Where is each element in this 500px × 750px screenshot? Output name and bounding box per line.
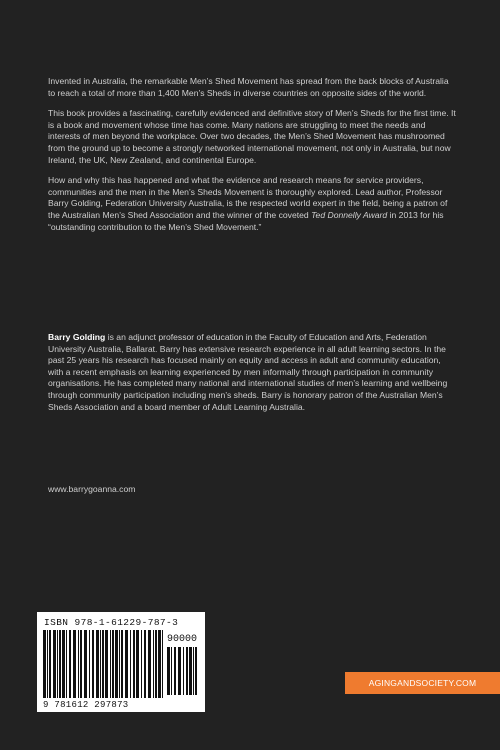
barcode-bar (112, 630, 114, 698)
barcode-bar (171, 647, 172, 695)
barcode-bar (96, 630, 99, 698)
barcode-bar (193, 647, 194, 695)
isbn-barcode (37, 612, 205, 712)
barcode-bar (115, 630, 118, 698)
award-name: Ted Donnelly Award (311, 209, 388, 220)
barcode-bar (195, 647, 197, 695)
blurb-p3-end: in 2013 for his “outstanding contribution to the Men’s Shed Movement.” (48, 209, 444, 232)
author-bio-text: is an adjunct professor of education in the Faculty of Education and Arts, Federation University Australia, Ballarat. Barry has extensive research experience in all adult learning sectors. In the past 25 years his research has focused mainly on equity and access in adult and community education, with a recent emphasis on learning experienced by men informally through participation in community organisations. He has completed many national and international studies of men’s learning and wellbeing through community participation including men’s sheds. Barry is honorary patron of the Australian Men’s Sheds Association and a board member of Adult Learning Australia. (48, 332, 448, 412)
barcode-bar (80, 630, 82, 698)
barcode-bar (155, 630, 157, 698)
barcode-bar (89, 630, 90, 698)
barcode-bar (189, 647, 192, 695)
barcode-bar (69, 630, 71, 698)
barcode-bar (162, 630, 163, 698)
author-website[interactable]: www.barrygoanna.com (48, 484, 136, 494)
barcode-bar (133, 630, 135, 698)
author-bio (48, 332, 458, 424)
barcode-bar (59, 630, 61, 698)
barcode-bar (153, 630, 154, 698)
barcode-bar (47, 630, 48, 698)
barcode-bar (102, 630, 104, 698)
barcode-bar (73, 630, 76, 698)
barcode-bar (49, 630, 51, 698)
barcode-bar (130, 630, 131, 698)
barcode-bar (110, 630, 111, 698)
price-code: 90000 (167, 634, 198, 645)
isbn-number: ISBN 978-1-61229-787-3 (44, 617, 179, 628)
blurb-paragraph-2: This book provides a fascinating, carefully evidenced and definitive story of Men’s Sheds for the first time. It is a book and movement whose time has come. Many nations are struggling to meet the needs and interests of men beyond the workplace. Over two decades, the Men’s Shed Movement has mushroomed from the ground up to become a strongly networked international movement, not only in Australia, but now Ireland, the UK, New Zealand, and continental Europe. (48, 108, 456, 165)
book-blurb (48, 76, 458, 242)
barcode-bar (167, 647, 170, 695)
price-barcode-bars (167, 647, 199, 697)
barcode-bar (178, 647, 181, 695)
barcode-bar (121, 630, 123, 698)
blurb-p3-text: How and why this has happened and what the evidence and research means for service providers, communities and the men in the Men’s Sheds Movement is thoroughly explored. Lead author, Professor Barry Golding, Federation University Australia, is the respected world expert in the field, being a patron of the Australian Men’s Shed Association and the winner of the coveted (48, 175, 448, 220)
barcode-bar (62, 630, 65, 698)
barcode-bar (136, 630, 139, 698)
barcode-bars (43, 630, 165, 700)
barcode-bar (78, 630, 79, 698)
barcode-bar (92, 630, 94, 698)
barcode-bar (84, 630, 87, 698)
barcode-bar (105, 630, 108, 698)
barcode-bar (43, 630, 46, 698)
barcode-bar (141, 630, 142, 698)
publisher-link[interactable]: AGINGANDSOCIETY.COM (345, 672, 500, 694)
blurb-paragraph-3 (48, 175, 458, 233)
barcode-bar (125, 630, 128, 698)
barcode-bar (66, 630, 67, 698)
barcode-bar (186, 647, 188, 695)
barcode-bar (148, 630, 151, 698)
barcode-bar (174, 647, 176, 695)
barcode-bar (53, 630, 56, 698)
barcode-bar (158, 630, 161, 698)
barcode-bar (119, 630, 120, 698)
barcode-bar (100, 630, 101, 698)
barcode-bar (183, 647, 184, 695)
barcode-bar (57, 630, 58, 698)
barcode-digits: 9 781612 297873 (43, 700, 129, 710)
blurb-paragraph-1: Invented in Australia, the remarkable Men’s Shed Movement has spread from the back blocks of Australia to reach a total of more than 1,400 Men’s Sheds in diverse countries on opposite sides of the world. (48, 76, 449, 98)
barcode-bar (144, 630, 146, 698)
author-name: Barry Golding (48, 332, 106, 342)
